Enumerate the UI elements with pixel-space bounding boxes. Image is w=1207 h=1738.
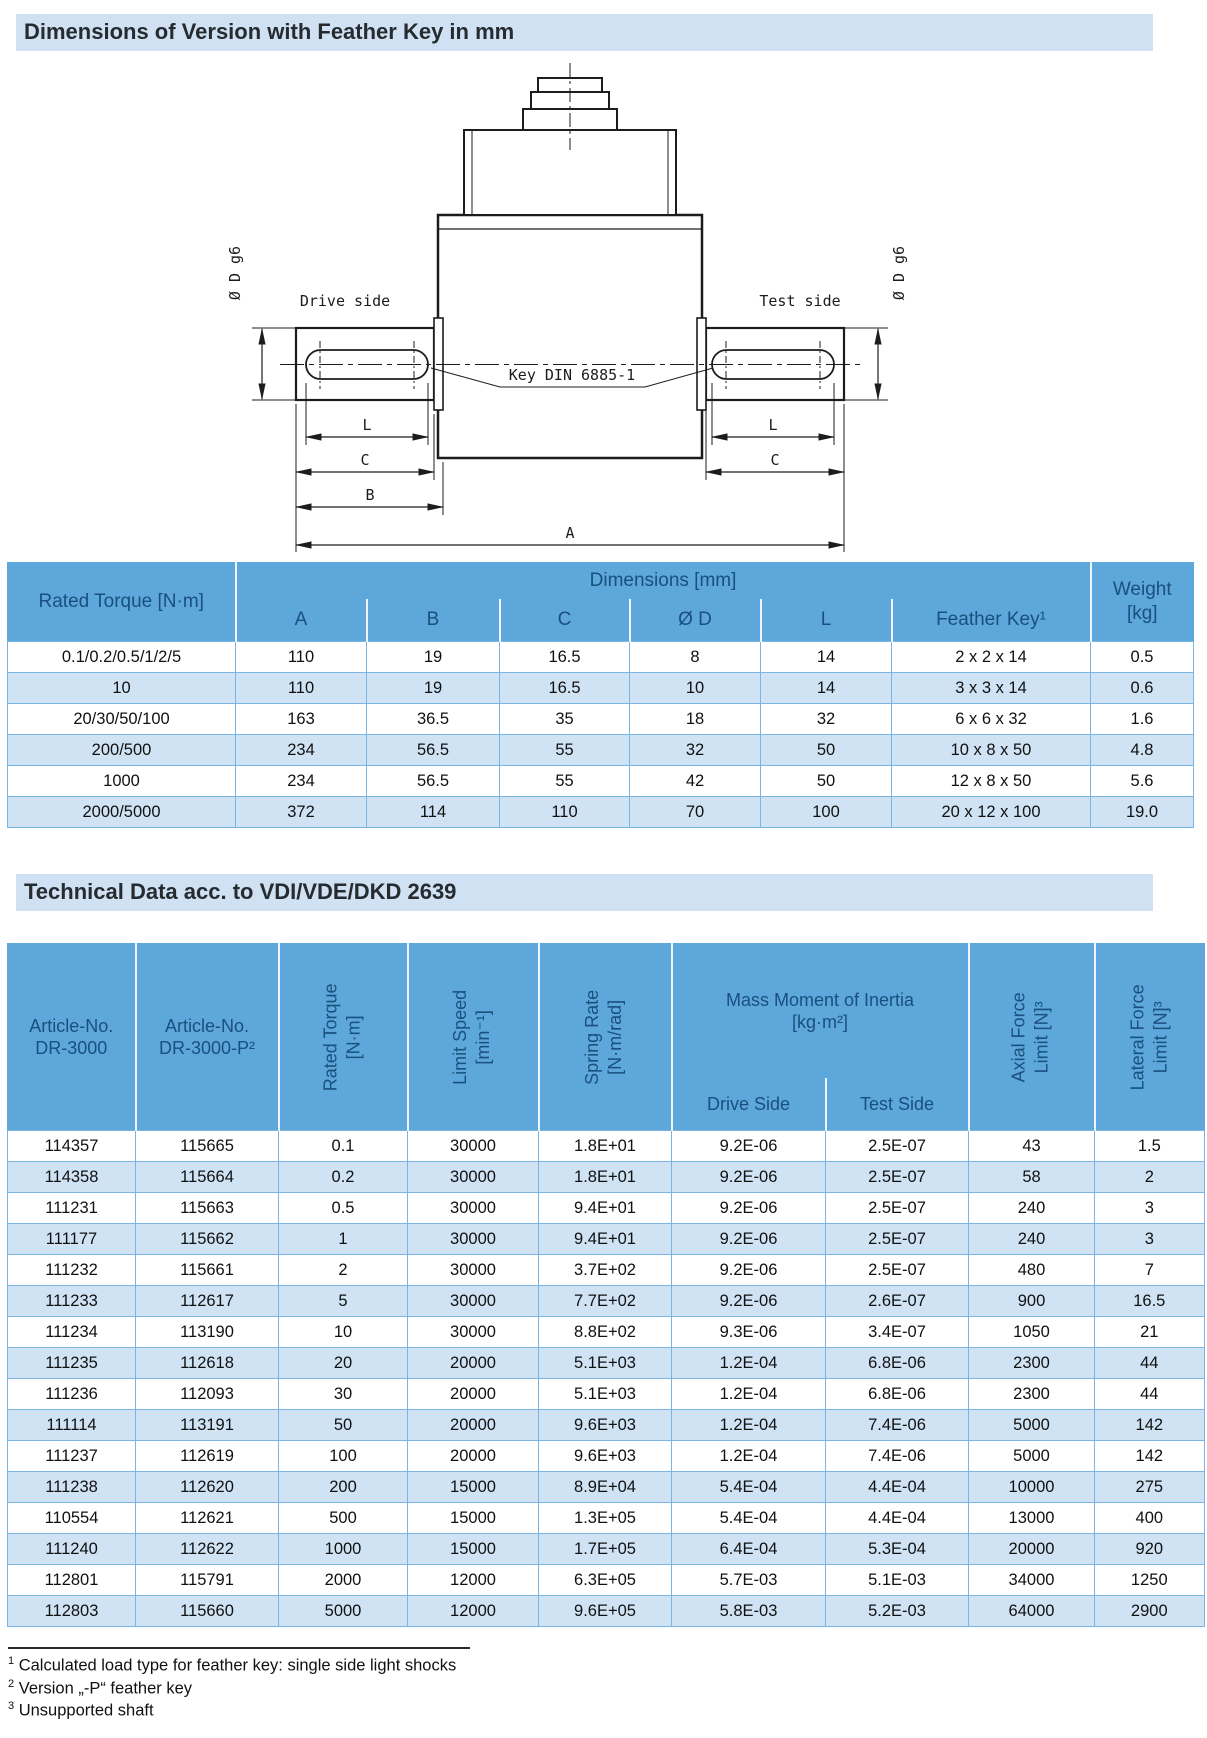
table-cell: 9.2E-06 [672, 1286, 826, 1317]
table-cell: 9.2E-06 [672, 1162, 826, 1193]
footnote-1: $^1$ Calculated load type for feather key: single side light shocks [8, 1655, 457, 1675]
column-header-article-dr3000p: Article-No. DR-3000-P² [136, 944, 279, 1131]
table-row [8, 1472, 1205, 1503]
column-header-feather-key: Feather Key¹ [892, 599, 1091, 642]
table-cell: 5.1E+03 [539, 1348, 672, 1379]
table-cell: 6 x 6 x 32 [892, 704, 1091, 735]
table-cell: 113191 [136, 1410, 279, 1441]
table-row [8, 642, 1194, 673]
table-cell: 1.2E-04 [672, 1410, 826, 1441]
column-header-limit-speed: Limit Speed [min⁻¹] [408, 944, 539, 1131]
table-cell: 5.1E-03 [826, 1565, 969, 1596]
table-cell: 142 [1095, 1410, 1205, 1441]
table-cell: 14 [761, 642, 892, 673]
table-row [8, 704, 1194, 735]
table-row [8, 1534, 1205, 1565]
table-cell: 36.5 [367, 704, 500, 735]
column-header-article-dr3000: Article-No. DR-3000 [8, 944, 136, 1131]
dimension-a-label: A [565, 524, 575, 542]
table-cell: 30000 [408, 1193, 539, 1224]
table-row [8, 1286, 1205, 1317]
table-cell: 115661 [136, 1255, 279, 1286]
table-cell: 12000 [408, 1565, 539, 1596]
table-cell: 2.5E-07 [826, 1255, 969, 1286]
table-cell: 2 x 2 x 14 [892, 642, 1091, 673]
table-cell: 115662 [136, 1224, 279, 1255]
column-header-mass-moment-inertia: Mass Moment of Inertia [kg·m²] [672, 944, 969, 1079]
table-cell: 5.4E-04 [672, 1472, 826, 1503]
table-cell: 112619 [136, 1441, 279, 1472]
dimensions-table [7, 562, 1194, 828]
table-cell: 34000 [969, 1565, 1095, 1596]
table-cell: 42 [630, 766, 761, 797]
table-cell: 6.4E-04 [672, 1534, 826, 1565]
table-cell: 10000 [969, 1472, 1095, 1503]
table-cell: 1.2E-04 [672, 1441, 826, 1472]
table-row [8, 673, 1194, 704]
table-cell: 12 x 8 x 50 [892, 766, 1091, 797]
table-cell: 480 [969, 1255, 1095, 1286]
table-cell: 110 [236, 642, 367, 673]
dimensions-table-body [8, 642, 1194, 828]
table-cell: 19.0 [1091, 797, 1194, 828]
table-cell: 112093 [136, 1379, 279, 1410]
column-header-test-side: Test Side [826, 1078, 969, 1131]
table-cell: 9.6E+03 [539, 1441, 672, 1472]
table-cell: 112801 [8, 1565, 136, 1596]
table-cell: 400 [1095, 1503, 1205, 1534]
table-cell: 15000 [408, 1503, 539, 1534]
table-cell: 5.7E-03 [672, 1565, 826, 1596]
table-cell: 115664 [136, 1162, 279, 1193]
table-row [8, 1131, 1205, 1162]
table-cell: 5.8E-03 [672, 1596, 826, 1627]
table-cell: 3.4E-07 [826, 1317, 969, 1348]
table-cell: 114358 [8, 1162, 136, 1193]
table-cell: 142 [1095, 1441, 1205, 1472]
table-cell: 6.3E+05 [539, 1565, 672, 1596]
table-cell: 9.2E-06 [672, 1193, 826, 1224]
table-cell: 10 [630, 673, 761, 704]
table-cell: 58 [969, 1162, 1095, 1193]
table-cell: 16.5 [500, 673, 630, 704]
table-cell: 70 [630, 797, 761, 828]
table-cell: 112618 [136, 1348, 279, 1379]
table-row [8, 1255, 1205, 1286]
table-cell: 5000 [969, 1441, 1095, 1472]
table-cell: 19 [367, 673, 500, 704]
table-cell: 2 [279, 1255, 408, 1286]
table-cell: 9.4E+01 [539, 1224, 672, 1255]
table-cell: 112803 [8, 1596, 136, 1627]
table-cell: 163 [236, 704, 367, 735]
table-cell: 2.5E-07 [826, 1224, 969, 1255]
table-cell: 8 [630, 642, 761, 673]
table-cell: 111234 [8, 1317, 136, 1348]
table-cell: 240 [969, 1224, 1095, 1255]
table-cell: 1.2E-04 [672, 1348, 826, 1379]
table-cell: 15000 [408, 1472, 539, 1503]
table-cell: 20000 [408, 1410, 539, 1441]
table-cell: 112617 [136, 1286, 279, 1317]
table-cell: 9.4E+01 [539, 1193, 672, 1224]
table-cell: 275 [1095, 1472, 1205, 1503]
column-header-c: C [500, 599, 630, 642]
table-cell: 4.4E-04 [826, 1472, 969, 1503]
column-header-l: L [761, 599, 892, 642]
diameter-label-right: Ø D g6 [890, 245, 908, 301]
table-cell: 111114 [8, 1410, 136, 1441]
table-cell: 2.6E-07 [826, 1286, 969, 1317]
table-cell: 111237 [8, 1441, 136, 1472]
table-cell: 500 [279, 1503, 408, 1534]
table-cell: 50 [761, 766, 892, 797]
table-cell: 114 [367, 797, 500, 828]
table-cell: 1050 [969, 1317, 1095, 1348]
table-cell: 1.2E-04 [672, 1379, 826, 1410]
table-cell: 20 x 12 x 100 [892, 797, 1091, 828]
table-cell: 55 [500, 766, 630, 797]
table-cell: 32 [630, 735, 761, 766]
table-row [8, 797, 1194, 828]
dimension-b-label: B [365, 486, 375, 504]
technical-drawing-container [0, 55, 1207, 562]
column-header-diameter-d: Ø D [630, 599, 761, 642]
table-cell: 18 [630, 704, 761, 735]
table-cell: 64000 [969, 1596, 1095, 1627]
table-row [8, 1348, 1205, 1379]
table-cell: 2000 [279, 1565, 408, 1596]
table-cell: 200/500 [8, 735, 236, 766]
column-header-a: A [236, 599, 367, 642]
table-row [8, 1317, 1205, 1348]
table-cell: 2300 [969, 1348, 1095, 1379]
table-cell: 372 [236, 797, 367, 828]
table-cell: 13000 [969, 1503, 1095, 1534]
drive-side-label: Drive side [299, 292, 391, 310]
sensor-body [438, 215, 702, 458]
table-cell: 113190 [136, 1317, 279, 1348]
table-cell: 21 [1095, 1317, 1205, 1348]
table-cell: 115663 [136, 1193, 279, 1224]
table-cell: 234 [236, 766, 367, 797]
column-header-rated-torque: Rated Torque [N·m] [8, 563, 236, 642]
table-cell: 50 [279, 1410, 408, 1441]
table-cell: 3 x 3 x 14 [892, 673, 1091, 704]
table-cell: 0.5 [1091, 642, 1194, 673]
table-cell: 8.8E+02 [539, 1317, 672, 1348]
table-cell: 114357 [8, 1131, 136, 1162]
table-cell: 920 [1095, 1534, 1205, 1565]
table-cell: 0.6 [1091, 673, 1194, 704]
table-cell: 30 [279, 1379, 408, 1410]
table-cell: 9.2E-06 [672, 1255, 826, 1286]
table-cell: 1000 [8, 766, 236, 797]
table-cell: 9.2E-06 [672, 1131, 826, 1162]
column-header-axial-force: Axial Force Limit [N]³ [969, 944, 1095, 1131]
table-cell: 6.8E-06 [826, 1379, 969, 1410]
test-side-label: Test side [759, 292, 841, 310]
table-row [8, 1162, 1205, 1193]
table-cell: 20000 [408, 1441, 539, 1472]
column-header-lateral-force: Lateral Force Limit [N]³ [1095, 944, 1205, 1131]
table-cell: 3 [1095, 1193, 1205, 1224]
table-cell: 2.5E-07 [826, 1193, 969, 1224]
dimension-l-left-label: L [362, 416, 372, 434]
table-cell: 7.7E+02 [539, 1286, 672, 1317]
table-cell: 2000/5000 [8, 797, 236, 828]
table-cell: 56.5 [367, 735, 500, 766]
table-cell: 110 [500, 797, 630, 828]
table-cell: 111231 [8, 1193, 136, 1224]
table-cell: 0.5 [279, 1193, 408, 1224]
table-cell: 10 [8, 673, 236, 704]
table-cell: 1.8E+01 [539, 1131, 672, 1162]
table-cell: 1.8E+01 [539, 1162, 672, 1193]
table-cell: 14 [761, 673, 892, 704]
table-cell: 115660 [136, 1596, 279, 1627]
table-cell: 20/30/50/100 [8, 704, 236, 735]
table-cell: 1250 [1095, 1565, 1205, 1596]
table-row [8, 1596, 1205, 1627]
table-row [8, 735, 1194, 766]
table-cell: 19 [367, 642, 500, 673]
table-cell: 6.8E-06 [826, 1348, 969, 1379]
footnote-divider [8, 1647, 470, 1649]
table-cell: 1.5 [1095, 1131, 1205, 1162]
table-cell: 30000 [408, 1286, 539, 1317]
table-cell: 55 [500, 735, 630, 766]
table-cell: 240 [969, 1193, 1095, 1224]
table-cell: 112621 [136, 1503, 279, 1534]
table-cell: 110554 [8, 1503, 136, 1534]
table-row [8, 1503, 1205, 1534]
diameter-label-left: Ø D g6 [226, 245, 244, 301]
table-cell: 12000 [408, 1596, 539, 1627]
table-cell: 2300 [969, 1379, 1095, 1410]
dimension-c-right-label: C [770, 451, 780, 469]
table-cell: 30000 [408, 1255, 539, 1286]
key-din-label: Key DIN 6885-1 [508, 366, 636, 384]
section-title-technical-data: Technical Data acc. to VDI/VDE/DKD 2639 [16, 874, 1153, 911]
table-cell: 115665 [136, 1131, 279, 1162]
table-cell: 1 [279, 1224, 408, 1255]
table-cell: 7 [1095, 1255, 1205, 1286]
table-cell: 200 [279, 1472, 408, 1503]
table-cell: 110 [236, 673, 367, 704]
table-row [8, 1224, 1205, 1255]
table-cell: 111238 [8, 1472, 136, 1503]
technical-data-table [7, 943, 1205, 1627]
table-cell: 5000 [279, 1596, 408, 1627]
table-row [8, 1441, 1205, 1472]
table-cell: 10 [279, 1317, 408, 1348]
table-cell: 20000 [408, 1379, 539, 1410]
table-cell: 234 [236, 735, 367, 766]
table-cell: 111233 [8, 1286, 136, 1317]
dimension-l-right-label: L [768, 416, 778, 434]
table-cell: 0.2 [279, 1162, 408, 1193]
table-cell: 20000 [408, 1348, 539, 1379]
table-cell: 10 x 8 x 50 [892, 735, 1091, 766]
column-header-drive-side: Drive Side [672, 1078, 826, 1131]
table-cell: 44 [1095, 1348, 1205, 1379]
table-cell: 9.2E-06 [672, 1224, 826, 1255]
table-cell: 30000 [408, 1317, 539, 1348]
column-header-dimensions-group: Dimensions [mm] [236, 563, 1091, 600]
table-cell: 111240 [8, 1534, 136, 1565]
table-cell: 7.4E-06 [826, 1441, 969, 1472]
table-cell: 100 [761, 797, 892, 828]
table-cell: 9.3E-06 [672, 1317, 826, 1348]
table-cell: 9.6E+05 [539, 1596, 672, 1627]
table-cell: 5.2E-03 [826, 1596, 969, 1627]
table-cell: 30000 [408, 1162, 539, 1193]
dimensions-table-header [8, 563, 1194, 642]
table-cell: 2 [1095, 1162, 1205, 1193]
footnote-2: $^2$ Version „-P“ feather key [8, 1677, 193, 1697]
table-cell: 35 [500, 704, 630, 735]
table-cell: 5.3E-04 [826, 1534, 969, 1565]
table-cell: 9.6E+03 [539, 1410, 672, 1441]
table-cell: 50 [761, 735, 892, 766]
column-header-b: B [367, 599, 500, 642]
table-cell: 8.9E+04 [539, 1472, 672, 1503]
table-cell: 112622 [136, 1534, 279, 1565]
column-header-rated-torque-vertical: Rated Torque [N·m] [279, 944, 408, 1131]
table-row [8, 1410, 1205, 1441]
section-title-dimensions: Dimensions of Version with Feather Key in mm [16, 14, 1153, 51]
table-cell: 1.7E+05 [539, 1534, 672, 1565]
table-row [8, 1565, 1205, 1596]
table-cell: 112620 [136, 1472, 279, 1503]
table-cell: 7.4E-06 [826, 1410, 969, 1441]
table-cell: 5.6 [1091, 766, 1194, 797]
table-cell: 30000 [408, 1131, 539, 1162]
table-cell: 20000 [969, 1534, 1095, 1565]
table-cell: 111177 [8, 1224, 136, 1255]
table-cell: 100 [279, 1441, 408, 1472]
table-row [8, 1193, 1205, 1224]
table-cell: 43 [969, 1131, 1095, 1162]
table-row [8, 766, 1194, 797]
table-cell: 5 [279, 1286, 408, 1317]
table-cell: 0.1 [279, 1131, 408, 1162]
technical-table-header [8, 944, 1205, 1131]
technical-drawing [0, 55, 1192, 557]
dimension-c-left-label: C [360, 451, 370, 469]
table-row [8, 1379, 1205, 1410]
technical-table-body [8, 1131, 1205, 1627]
table-cell: 111232 [8, 1255, 136, 1286]
footnote-3: $^3$ Unsupported shaft [8, 1700, 154, 1720]
table-cell: 16.5 [1095, 1286, 1205, 1317]
table-cell: 2.5E-07 [826, 1131, 969, 1162]
table-cell: 3 [1095, 1224, 1205, 1255]
table-cell: 3.7E+02 [539, 1255, 672, 1286]
table-cell: 4.8 [1091, 735, 1194, 766]
column-header-spring-rate: Spring Rate [N·m/rad] [539, 944, 672, 1131]
table-cell: 5.1E+03 [539, 1379, 672, 1410]
column-header-weight: Weight [kg] [1091, 563, 1194, 642]
table-cell: 30000 [408, 1224, 539, 1255]
table-cell: 1000 [279, 1534, 408, 1565]
table-cell: 5.4E-04 [672, 1503, 826, 1534]
table-cell: 4.4E-04 [826, 1503, 969, 1534]
table-cell: 0.1/0.2/0.5/1/2/5 [8, 642, 236, 673]
table-cell: 56.5 [367, 766, 500, 797]
table-cell: 44 [1095, 1379, 1205, 1410]
table-cell: 16.5 [500, 642, 630, 673]
table-cell: 2.5E-07 [826, 1162, 969, 1193]
table-cell: 111235 [8, 1348, 136, 1379]
table-cell: 115791 [136, 1565, 279, 1596]
table-cell: 20 [279, 1348, 408, 1379]
table-cell: 1.3E+05 [539, 1503, 672, 1534]
table-cell: 5000 [969, 1410, 1095, 1441]
table-cell: 2900 [1095, 1596, 1205, 1627]
table-cell: 111236 [8, 1379, 136, 1410]
table-cell: 900 [969, 1286, 1095, 1317]
table-cell: 1.6 [1091, 704, 1194, 735]
table-cell: 32 [761, 704, 892, 735]
table-cell: 15000 [408, 1534, 539, 1565]
